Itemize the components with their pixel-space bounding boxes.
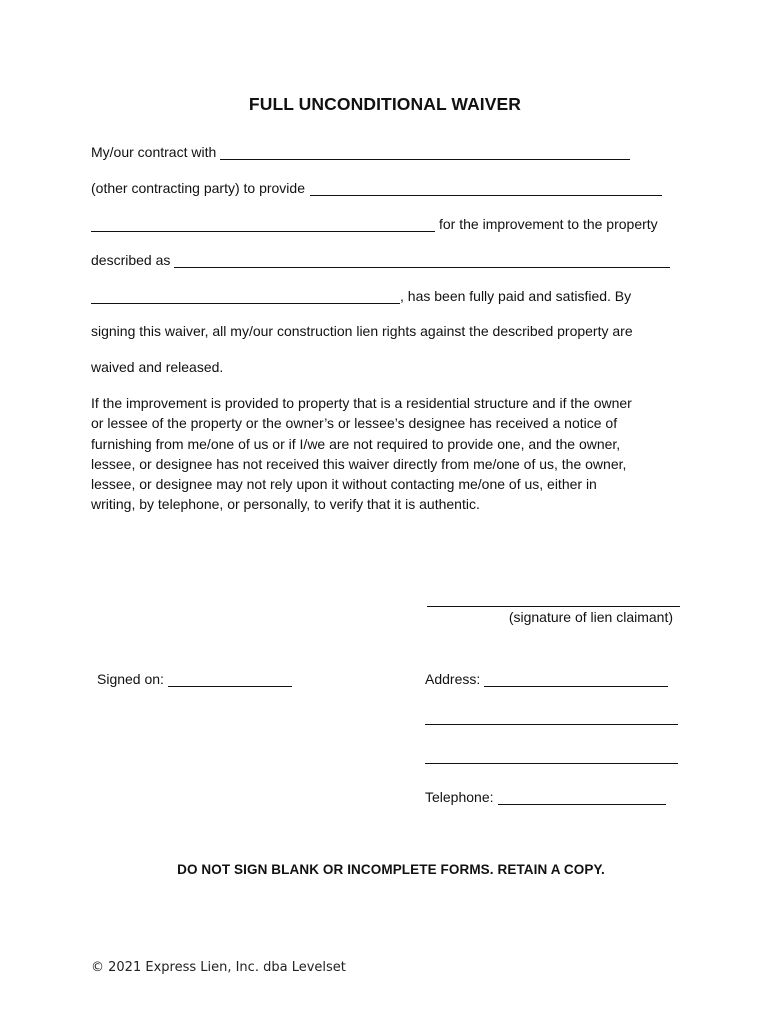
signature-line[interactable] xyxy=(427,606,680,607)
improvement-row xyxy=(91,212,679,232)
property-description-field[interactable] xyxy=(174,252,670,268)
notice-line: If the improvement is provided to property that is a residential structure and if the owner xyxy=(91,395,632,411)
waived-text: waived and released. xyxy=(91,359,224,375)
notice-line: lessee, or designee has not received this waiver directly from me/one of us, the owner, xyxy=(91,455,627,472)
signed-on-date-field[interactable] xyxy=(168,671,292,687)
contract-with-row xyxy=(91,140,679,160)
signed-on-row xyxy=(97,667,292,687)
property-description-continued-field[interactable] xyxy=(91,288,400,304)
address-row xyxy=(425,667,668,687)
services-continued-field[interactable] xyxy=(91,216,435,232)
other-party-row xyxy=(91,176,679,196)
signature-caption: (signature of lien claimant) xyxy=(508,609,673,625)
notice-line: or lessee of the property or the owner’s or lessee’s designee has received a notice of xyxy=(91,415,618,432)
address-label: Address: xyxy=(425,671,481,687)
telephone-row xyxy=(425,785,666,805)
described-as-label: described as xyxy=(91,252,171,268)
address-field[interactable] xyxy=(484,671,668,687)
copyright-footer: © 2021 Express Lien, Inc. dba Levelset xyxy=(91,960,346,975)
notice-paragraph xyxy=(91,393,681,515)
notice-line: lessee, or designee may not rely upon it without contacting me/one of us, either in xyxy=(91,476,597,493)
warning-text: DO NOT SIGN BLANK OR INCOMPLETE FORMS. RETAIN A COPY. xyxy=(177,862,605,877)
address-line-3-field[interactable] xyxy=(425,763,678,764)
telephone-field[interactable] xyxy=(498,789,666,805)
telephone-label: Telephone: xyxy=(425,789,494,805)
described-as-row xyxy=(91,248,679,268)
notice-line: writing, by telephone, or personally, to verify that it is authentic. xyxy=(91,496,480,513)
other-party-label: (other contracting party) to provide xyxy=(91,180,305,196)
signed-on-label: Signed on: xyxy=(97,671,164,687)
contract-with-label: My/our contract with xyxy=(91,144,217,160)
paid-row xyxy=(91,284,679,304)
notice-line: furnishing from me/one of us or if I/we are not required to provide one, and the owner, xyxy=(91,435,621,452)
contract-party-field[interactable] xyxy=(220,144,630,160)
paid-label: , has been fully paid and satisfied. By xyxy=(400,288,632,304)
address-line-2-field[interactable] xyxy=(425,724,678,725)
services-field[interactable] xyxy=(310,180,662,196)
waived-row xyxy=(91,355,679,375)
signing-text: signing this waiver, all my/our construction lien rights against the described property are xyxy=(91,323,633,339)
improvement-label: for the improvement to the property xyxy=(439,216,658,232)
signing-row xyxy=(91,319,679,339)
document-title: FULL UNCONDITIONAL WAIVER xyxy=(248,94,522,114)
